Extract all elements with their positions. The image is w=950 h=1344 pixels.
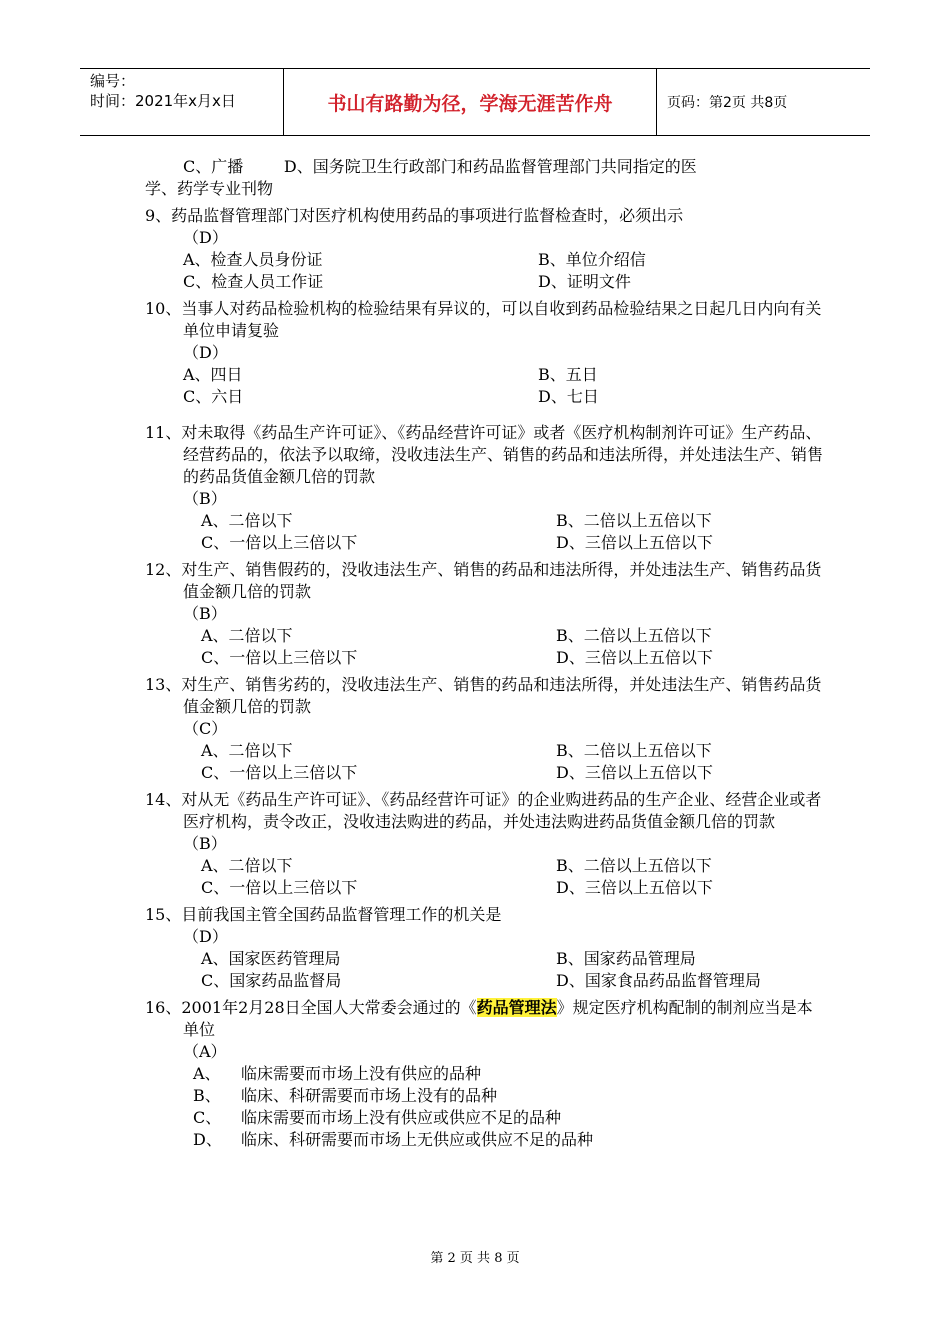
q15-option-d: D、国家食品药品监督管理局 (556, 971, 761, 990)
q12-option-d: D、三倍以上五倍以下 (556, 648, 713, 667)
q12-option-c: C、一倍以上三倍以下 (201, 648, 358, 667)
q15-option-c: C、国家药品监督局 (201, 971, 342, 990)
question-9 (145, 205, 825, 293)
q16-option-d-text: 临床、科研需要而市场上无供应或供应不足的品种 (241, 1130, 594, 1149)
q12-text: 12、对生产、销售假药的，没收违法生产、销售的药品和违法所得，并处违法生产、销售药品货值金额几倍的罚款 (145, 560, 822, 601)
q15-answer: （D） (183, 927, 228, 946)
q13-options (145, 740, 825, 784)
question-16 (145, 997, 825, 1151)
q16-text (145, 997, 825, 1041)
q9-answer: （D） (183, 228, 228, 247)
q16-option-a-label: A、 (193, 1064, 221, 1083)
serial-label: 编号： (90, 72, 136, 90)
q16-option-c (145, 1107, 825, 1129)
question-14 (145, 789, 825, 899)
q8-line1: C、广播 D、国务院卫生行政部门和药品监督管理部门共同指定的医 (183, 157, 697, 176)
q15-text: 15、目前我国主管全国药品监督管理工作的机关是 (145, 905, 502, 924)
q16-option-b (145, 1085, 825, 1107)
q12-option-b: B、二倍以上五倍以下 (556, 626, 712, 645)
question-15 (145, 904, 825, 992)
q16-text-before: 16、2001年2月28日全国人大常委会通过的《 (145, 998, 477, 1017)
q9-option-a: A、检查人员身份证 (183, 250, 323, 269)
q11-option-b: B、二倍以上五倍以下 (556, 511, 712, 530)
q9-options (145, 249, 825, 293)
q12-answer: （B） (183, 604, 227, 623)
q12-options (145, 625, 825, 669)
q10-option-a: A、四日 (183, 365, 243, 384)
q15-option-a: A、国家医药管理局 (201, 949, 341, 968)
q11-option-c: C、一倍以上三倍以下 (201, 533, 358, 552)
q14-option-c: C、一倍以上三倍以下 (201, 878, 358, 897)
q14-text: 14、对从无《药品生产许可证》、《药品经营许可证》的企业购进药品的生产企业、经营企业或者医疗机构，责令改正，没收违法购进的药品，并处违法购进药品货值金额几倍的罚款 (145, 790, 822, 831)
q16-option-d-label: D、 (193, 1130, 222, 1149)
page-footer: 第 2 页 共 8 页 (430, 1251, 520, 1266)
q15-option-b: B、国家药品管理局 (556, 949, 696, 968)
q16-option-c-text: 临床需要而市场上没有供应或供应不足的品种 (241, 1108, 562, 1127)
question-10 (145, 298, 825, 408)
q13-option-d: D、三倍以上五倍以下 (556, 763, 713, 782)
q8-line2: 学、药学专业刊物 (145, 179, 274, 198)
q13-text: 13、对生产、销售劣药的，没收违法生产、销售的药品和违法所得，并处违法生产、销售药品货值金额几倍的罚款 (145, 675, 822, 716)
q9-option-b: B、单位介绍信 (538, 250, 646, 269)
q16-highlight: 药品管理法 (476, 998, 557, 1017)
date-line: 时间：2021年x月x日 (90, 92, 236, 110)
q10-option-c: C、六日 (183, 387, 244, 406)
q10-answer: （D） (183, 343, 228, 362)
q14-option-a: A、二倍以下 (201, 856, 293, 875)
q10-options (145, 364, 825, 408)
q14-options (145, 855, 825, 899)
q16-option-b-text: 临床、科研需要而市场上没有的品种 (241, 1086, 498, 1105)
q11-option-a: A、二倍以下 (201, 511, 293, 530)
page-header (80, 68, 870, 136)
q12-option-a: A、二倍以下 (201, 626, 293, 645)
header-left-cell (80, 69, 284, 135)
q10-option-d: D、七日 (538, 387, 599, 406)
document-body (145, 156, 825, 1156)
q16-option-c-label: C、 (193, 1108, 222, 1127)
q14-option-d: D、三倍以上五倍以下 (556, 878, 713, 897)
header-page-info: 页码：第2页 共8页 (667, 95, 788, 111)
q16-answer: （A） (183, 1042, 227, 1061)
q10-option-b: B、五日 (538, 365, 598, 384)
question-12 (145, 559, 825, 669)
question-8-continued (145, 156, 825, 200)
question-13 (145, 674, 825, 784)
q10-text: 10、当事人对药品检验机构的检验结果有异议的，可以自收到药品检验结果之日起几日内向有关单位申请复验 (145, 299, 822, 340)
q16-text-after: 》规定医疗机构配制的制剂应当是本单位 (183, 998, 813, 1039)
q9-option-c: C、检查人员工作证 (183, 272, 324, 291)
q11-options (145, 510, 825, 554)
q13-option-a: A、二倍以下 (201, 741, 293, 760)
q16-option-b-label: B、 (193, 1086, 221, 1105)
q16-option-a-text: 临床需要而市场上没有供应的品种 (241, 1064, 482, 1083)
q13-answer: （C） (183, 719, 228, 738)
q11-option-d: D、三倍以上五倍以下 (556, 533, 713, 552)
q13-option-b: B、二倍以上五倍以下 (556, 741, 712, 760)
q15-options (145, 948, 825, 992)
q11-answer: （B） (183, 489, 227, 508)
header-motto: 书山有路勤为径，学海无涯苦作舟 (284, 69, 657, 135)
q9-option-d: D、证明文件 (538, 272, 631, 291)
q11-text: 11、对未取得《药品生产许可证》、《药品经营许可证》或者《医疗机构制剂许可证》生产药品、经营药品的，依法予以取缔，没收违法生产、销售的药品和违法所得，并处违法生产、销售的药品货值金额几倍的罚款 (145, 423, 824, 486)
q16-option-a (145, 1063, 825, 1085)
q9-text: 9、药品监督管理部门对医疗机构使用药品的事项进行监督检查时，必须出示 (145, 206, 684, 225)
q14-option-b: B、二倍以上五倍以下 (556, 856, 712, 875)
q13-option-c: C、一倍以上三倍以下 (201, 763, 358, 782)
q14-answer: （B） (183, 834, 227, 853)
question-11 (145, 422, 825, 554)
q16-option-d (145, 1129, 825, 1151)
